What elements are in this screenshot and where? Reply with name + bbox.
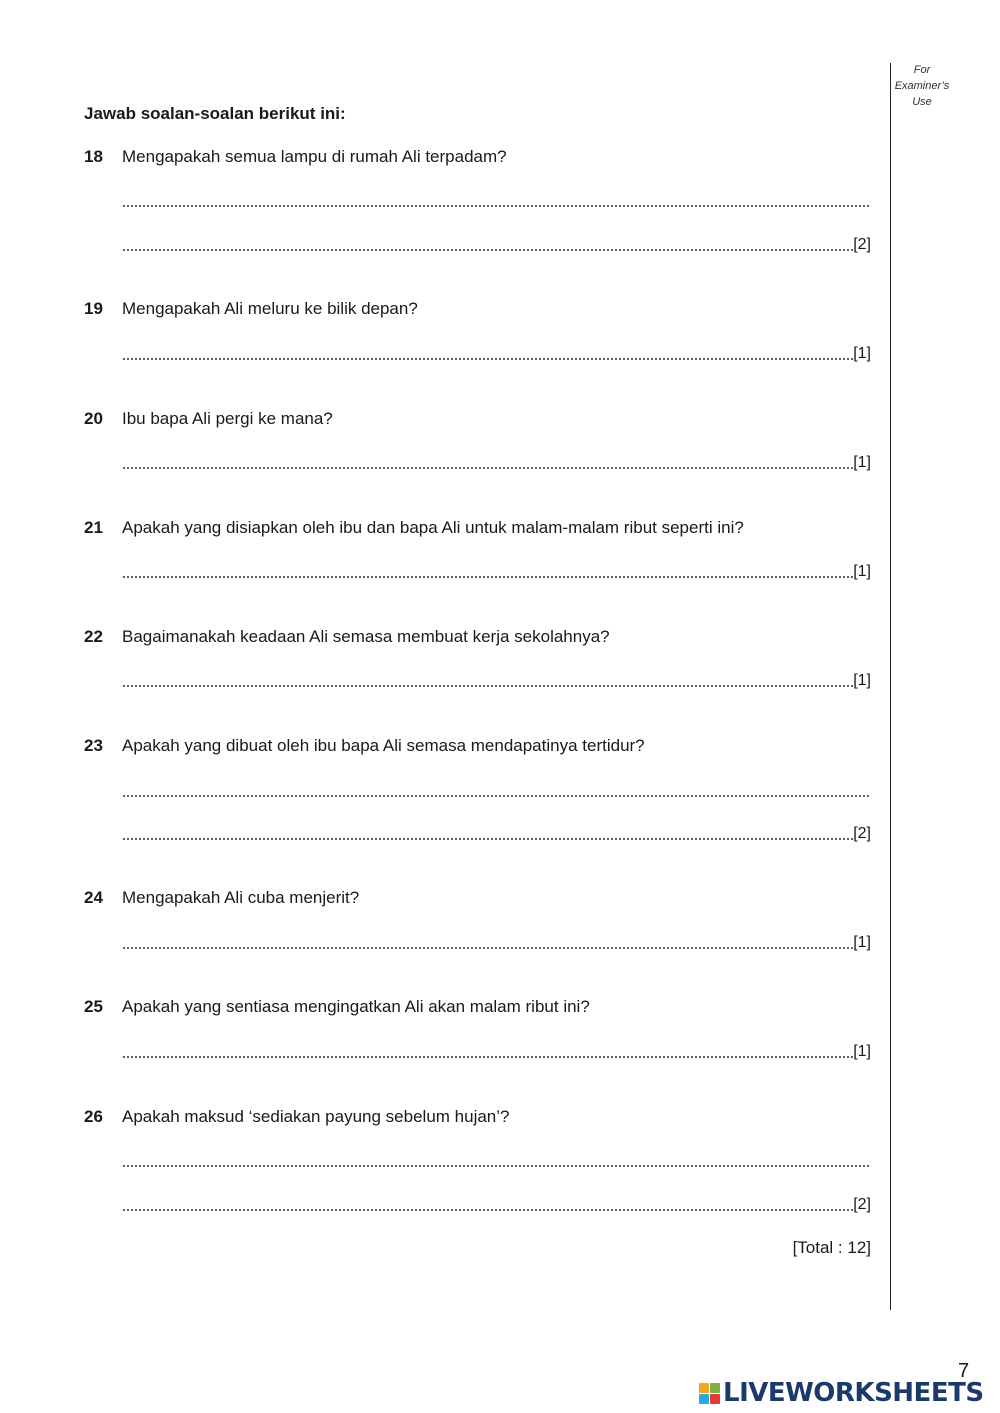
marks-label: [1]	[853, 454, 871, 471]
question-number: 18	[84, 147, 103, 166]
question-number: 22	[84, 627, 103, 646]
marks-label: [1]	[853, 1043, 871, 1060]
question-text: Ibu bapa Ali pergi ke mana?	[122, 409, 333, 428]
answer-line[interactable]	[122, 670, 871, 692]
answer-line[interactable]	[122, 1150, 871, 1172]
question-text: Apakah yang dibuat oleh ibu bapa Ali semasa mendapatinya tertidur?	[122, 736, 645, 755]
examiner-note-line-2: Examiner’s	[894, 80, 950, 92]
marks-label: [2]	[853, 825, 871, 842]
marks-label: [1]	[853, 672, 871, 689]
answer-line[interactable]	[122, 190, 871, 212]
question-text: Mengapakah semua lampu di rumah Ali terpadam?	[122, 147, 507, 166]
question-number: 19	[84, 299, 103, 318]
marks-label: [1]	[853, 345, 871, 362]
question-number: 24	[84, 888, 103, 907]
answer-line[interactable]	[122, 343, 871, 365]
answer-line[interactable]	[122, 561, 871, 583]
answer-line[interactable]	[122, 823, 871, 845]
answer-line[interactable]	[122, 1041, 871, 1063]
question-number: 21	[84, 518, 103, 537]
marks-label: [2]	[853, 236, 871, 253]
liveworksheets-logo-icon	[698, 1382, 720, 1404]
answer-line[interactable]	[122, 780, 871, 802]
question-text: Apakah yang disiapkan oleh ibu dan bapa Ali untuk malam-malam ribut seperti ini?	[122, 518, 744, 537]
examiner-use-note	[880, 62, 964, 110]
answer-line[interactable]	[122, 1194, 871, 1216]
question-number: 23	[84, 736, 103, 755]
question-text: Apakah yang sentiasa mengingatkan Ali akan malam ribut ini?	[122, 997, 590, 1016]
question-text: Mengapakah Ali cuba menjerit?	[122, 888, 360, 907]
marks-label: [1]	[853, 934, 871, 951]
question-text: Bagaimanakah keadaan Ali semasa membuat kerja sekolahnya?	[122, 627, 610, 646]
answer-line[interactable]	[122, 452, 871, 474]
examiner-margin-divider	[890, 63, 891, 1310]
question-number: 26	[84, 1107, 103, 1126]
question-text: Mengapakah Ali meluru ke bilik depan?	[122, 299, 418, 318]
marks-label: [2]	[853, 1196, 871, 1213]
question-number: 25	[84, 997, 103, 1016]
question-text: Apakah maksud ‘sediakan payung sebelum hujan’?	[122, 1107, 510, 1126]
liveworksheets-logo-text: LIVEWORKSHEETS	[723, 1378, 984, 1408]
page-number: 7	[958, 1360, 970, 1382]
liveworksheets-logo	[698, 1378, 984, 1408]
instructions-heading: Jawab soalan-soalan berikut ini:	[84, 104, 346, 123]
question-number: 20	[84, 409, 103, 428]
marks-label: [1]	[853, 563, 871, 580]
total-marks: [Total : 12]	[792, 1238, 871, 1257]
examiner-note-line-1: For	[913, 64, 931, 76]
answer-line[interactable]	[122, 932, 871, 954]
answer-line[interactable]	[122, 234, 871, 256]
examiner-note-line-3: Use	[912, 96, 932, 108]
